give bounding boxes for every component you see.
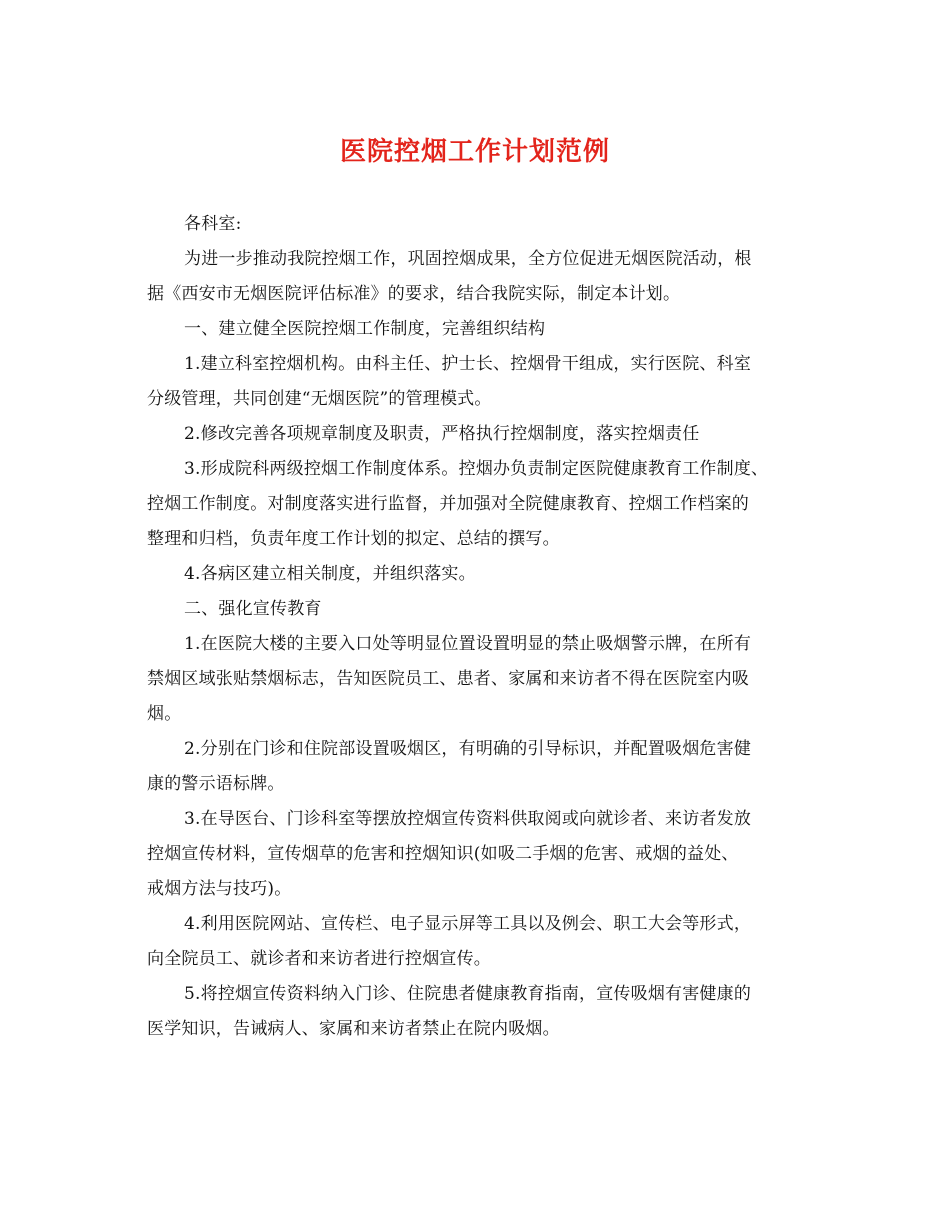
text-line: 控烟工作制度。对制度落实进行监督，并加强对全院健康教育、控烟工作档案的 [147,494,749,514]
text-line: 向全院员工、就诊者和来访者进行控烟宣传。 [147,949,491,969]
text-line: 禁烟区域张贴禁烟标志，告知医院员工、患者、家属和来访者不得在医院室内吸 [147,669,749,689]
text-line: 4.各病区建立相关制度，并组织落实。 [184,564,476,584]
text-line: 2.分别在门诊和住院部设置吸烟区，有明确的引导标识，并配置吸烟危害健 [184,739,752,759]
text-line: 烟。 [147,704,182,724]
text-line: 3.在导医台、门诊科室等摆放控烟宣传资料供取阅或向就诊者、来访者发放 [184,809,752,829]
text-line: 1.在医院大楼的主要入口处等明显位置设置明显的禁止吸烟警示牌，在所有 [184,634,752,654]
text-line: 医学知识，告诫病人、家属和来访者禁止在院内吸烟。 [147,1019,560,1039]
text-line: 康的警示语标牌。 [147,774,285,794]
text-line: 整理和归档，负责年度工作计划的拟定、总结的撰写。 [147,529,560,549]
text-line: 二、强化宣传教育 [184,599,322,619]
text-line: 为进一步推动我院控烟工作，巩固控烟成果，全方位促进无烟医院活动，根 [184,249,752,269]
text-line: 一、建立健全医院控烟工作制度，完善组织结构 [184,319,546,339]
text-line: 控烟宣传材料，宣传烟草的危害和控烟知识(如吸二手烟的危害、戒烟的益处、 [147,844,739,864]
text-line: 戒烟方法与技巧)。 [147,879,292,899]
document-body [147,207,807,1047]
text-line: 1.建立科室控烟机构。由科主任、护士长、控烟骨干组成，实行医院、科室 [184,354,752,374]
document-title: 医院控烟工作计划范例 [339,137,610,167]
text-line: 各科室: [184,214,242,234]
text-line: 3.形成院科两级控烟工作制度体系。控烟办负责制定医院健康教育工作制度、 [184,459,769,479]
text-line: 分级管理，共同创建“无烟医院”的管理模式。 [147,389,492,409]
text-line: 5.将控烟宣传资料纳入门诊、住院患者健康教育指南，宣传吸烟有害健康的 [184,984,752,1004]
text-line: 4.利用医院网站、宣传栏、电子显示屏等工具以及例会、职工大会等形式， [184,914,752,934]
text-line: 2.修改完善各项规章制度及职责，严格执行控烟制度，落实控烟责任 [184,424,700,444]
text-line: 据《西安市无烟医院评估标准》的要求，结合我院实际，制定本计划。 [147,284,681,304]
